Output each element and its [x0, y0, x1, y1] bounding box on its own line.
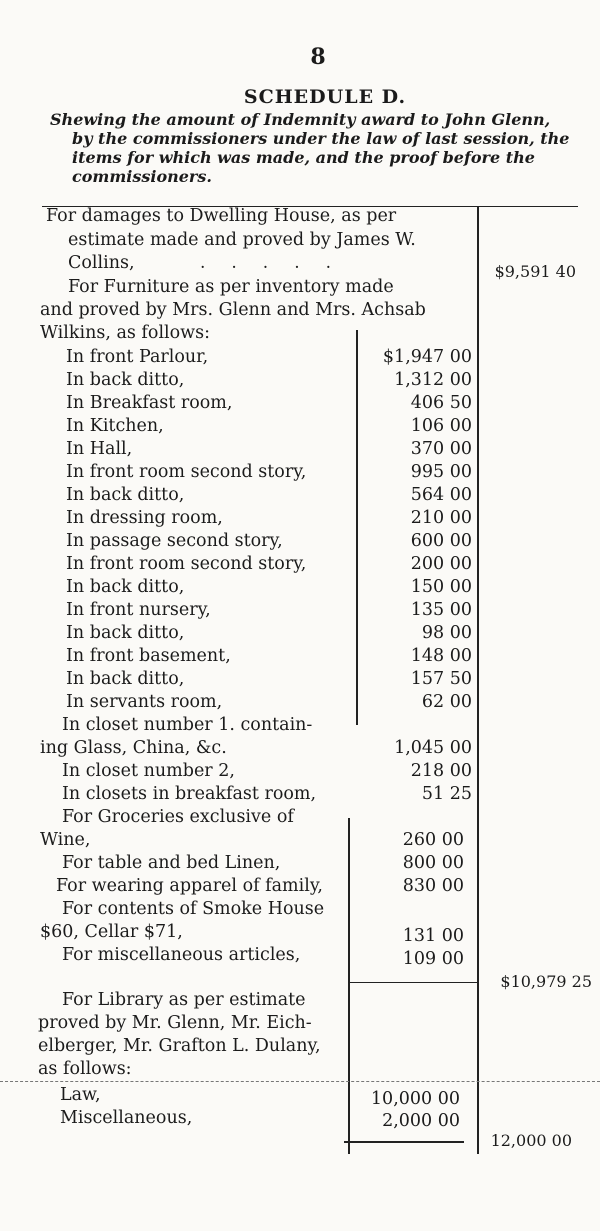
- furniture-item-amount: 135 00: [410, 600, 472, 620]
- furniture-item-amount: 406 50: [410, 393, 472, 413]
- furniture-item-label: In front room second story,: [66, 462, 307, 482]
- furniture-subtotal-rule: [348, 982, 478, 983]
- smoke-house-line: For contents of Smoke House: [62, 899, 325, 919]
- furniture-item-label: In back ditto,: [66, 577, 185, 597]
- furniture-item-amount: 148 00: [410, 646, 472, 666]
- furniture-item-label: In back ditto,: [66, 669, 185, 689]
- library-misc-amount: 2,000 00: [382, 1111, 460, 1131]
- furniture-item-amount: 106 00: [410, 416, 472, 436]
- furniture-item-label: In back ditto,: [66, 623, 185, 643]
- furniture-item-label: In front nursery,: [66, 600, 211, 620]
- right-column-rule: [477, 206, 479, 1154]
- furniture-item-amount: 995 00: [410, 462, 472, 482]
- furniture-line: Wilkins, as follows:: [40, 323, 211, 343]
- groceries-amount: 260 00: [402, 830, 464, 850]
- furniture-item-label: In Breakfast room,: [66, 393, 233, 413]
- smoke-house-amount: 131 00: [402, 926, 464, 946]
- furniture-item-amount: 370 00: [410, 439, 472, 459]
- apparel-label: For wearing apparel of family,: [56, 876, 323, 896]
- subtitle-line: items for which was made, and the proof before the: [72, 148, 535, 167]
- furniture-item-label: In front basement,: [66, 646, 231, 666]
- furniture-total: $10,979 25: [500, 972, 592, 991]
- closet1-line: In closet number 1. contain-: [62, 715, 313, 735]
- misc-articles-amount: 109 00: [402, 949, 464, 969]
- library-line: as follows:: [38, 1059, 132, 1079]
- furniture-item-label: In dressing room,: [66, 508, 223, 528]
- library-line: proved by Mr. Glenn, Mr. Eich-: [38, 1013, 312, 1033]
- subtitle-line: commissioners.: [72, 167, 212, 186]
- furniture-item-label: In back ditto,: [66, 370, 185, 390]
- closet2-amount: 218 00: [410, 761, 472, 781]
- library-line: elberger, Mr. Grafton L. Dulany,: [38, 1036, 321, 1056]
- furniture-item-label: In Kitchen,: [66, 416, 164, 436]
- closet2-label: In closet number 2,: [62, 761, 235, 781]
- groceries-line: Wine,: [40, 830, 91, 850]
- furniture-line: For Furniture as per inventory made: [68, 277, 394, 297]
- library-misc-label: Miscellaneous,: [60, 1108, 193, 1128]
- page-fold-line: [0, 1081, 600, 1082]
- subtitle-line: by the commissioners under the law of last session, the: [72, 129, 570, 148]
- furniture-item-amount: 200 00: [410, 554, 472, 574]
- furniture-item-amount: $1,947 00: [382, 347, 472, 367]
- library-line: For Library as per estimate: [62, 990, 306, 1010]
- closet1-line: ing Glass, China, &c.: [40, 738, 227, 758]
- library-subtotal-rule: [344, 1141, 464, 1143]
- furniture-item-amount: 1,312 00: [394, 370, 472, 390]
- furniture-item-label: In front Parlour,: [66, 347, 209, 367]
- subtitle-line: Shewing the amount of Indemnity award to John Glenn,: [50, 110, 551, 129]
- furniture-item-label: In servants room,: [66, 692, 223, 712]
- furniture-item-label: In front room second story,: [66, 554, 307, 574]
- schedule-title: SCHEDULE D.: [243, 86, 407, 108]
- page-number: 8: [310, 44, 326, 70]
- leader-dots: .....: [200, 253, 358, 273]
- groceries-line: For Groceries exclusive of: [62, 807, 294, 827]
- dwelling-line: Collins,: [68, 253, 135, 273]
- furniture-item-label: In back ditto,: [66, 485, 185, 505]
- misc-articles-label: For miscellaneous articles,: [62, 945, 301, 965]
- furniture-item-amount: 600 00: [410, 531, 472, 551]
- furniture-item-amount: 564 00: [410, 485, 472, 505]
- breakfast-closets-label: In closets in breakfast room,: [62, 784, 317, 804]
- furniture-item-amount: 62 00: [421, 692, 472, 712]
- furniture-item-amount: 150 00: [410, 577, 472, 597]
- dwelling-line: For damages to Dwelling House, as per: [46, 206, 397, 226]
- linen-amount: 800 00: [402, 853, 464, 873]
- smoke-house-line: $60, Cellar $71,: [40, 922, 183, 942]
- library-total: 12,000 00: [490, 1131, 572, 1150]
- closet1-amount: 1,045 00: [394, 738, 472, 758]
- linen-label: For table and bed Linen,: [62, 853, 281, 873]
- furniture-item-amount: 210 00: [410, 508, 472, 528]
- dwelling-line: estimate made and proved by James W.: [68, 230, 416, 250]
- furniture-item-label: In passage second story,: [66, 531, 283, 551]
- library-law-label: Law,: [60, 1085, 101, 1105]
- dwelling-total: $9,591 40: [494, 262, 576, 281]
- furniture-item-amount: 157 50: [410, 669, 472, 689]
- furniture-line: and proved by Mrs. Glenn and Mrs. Achsab: [40, 300, 426, 320]
- schedule-subtitle: [50, 110, 590, 186]
- breakfast-closets-amount: 51 25: [421, 784, 472, 804]
- library-law-amount: 10,000 00: [370, 1089, 460, 1109]
- apparel-amount: 830 00: [402, 876, 464, 896]
- furniture-item-label: In Hall,: [66, 439, 133, 459]
- furniture-item-amount: 98 00: [421, 623, 472, 643]
